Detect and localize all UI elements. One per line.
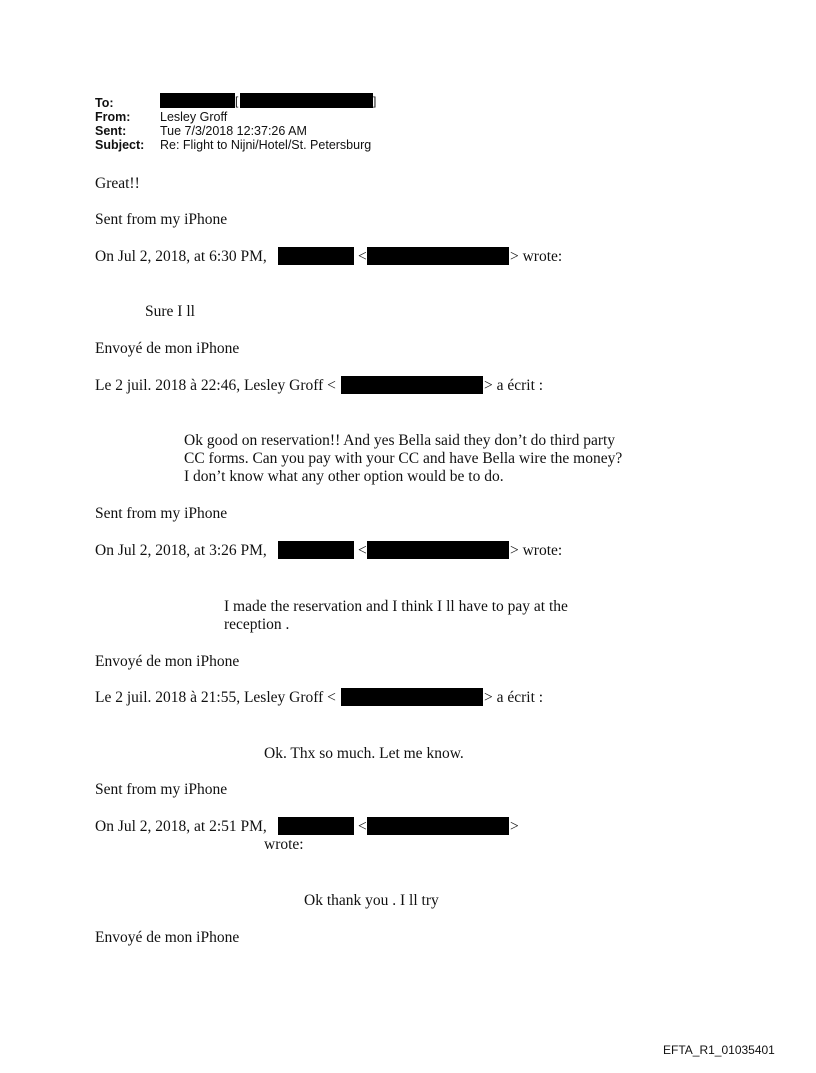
signature: Sent from my iPhone [95, 505, 228, 522]
quote-header: On Jul 2, 2018, at 6:30 PM, [95, 248, 267, 265]
to-label: To: [95, 96, 114, 110]
subject-label: Subject: [95, 138, 145, 152]
quoted-text: I don’t know what any other option would be to do. [184, 468, 504, 485]
quote-header-lt: < [358, 818, 367, 835]
subject-value: Re: Flight to Nijni/Hotel/St. Petersburg [160, 138, 372, 152]
signature: Envoyé de mon iPhone [95, 929, 240, 946]
from-label: From: [95, 110, 131, 124]
redaction-block [367, 541, 509, 559]
quote-header-suffix: > wrote: [510, 248, 563, 265]
quote-header-suffix: > a écrit : [484, 689, 544, 706]
quoted-text: I made the reservation and I think I ll have to pay at the [224, 598, 568, 615]
quote-header: On Jul 2, 2018, at 3:26 PM, [95, 542, 267, 559]
redaction-block [278, 541, 354, 559]
quote-header-gt: > [510, 818, 519, 835]
signature: Sent from my iPhone [95, 781, 228, 798]
quote-header: On Jul 2, 2018, at 2:51 PM, [95, 818, 267, 835]
sent-value: Tue 7/3/2018 12:37:26 AM [160, 124, 307, 138]
redaction-block [367, 817, 509, 835]
redaction-block [278, 817, 354, 835]
from-value: Lesley Groff [160, 110, 228, 124]
bracket-open: [ [235, 94, 239, 108]
message-text: Great!! [95, 175, 140, 192]
quote-header-suffix: > wrote: [510, 542, 563, 559]
redaction-block [341, 376, 483, 394]
quote-header-wrote: wrote: [264, 836, 304, 853]
quote-header-lt: < [358, 248, 367, 265]
quoted-text: Ok thank you . I ll try [304, 892, 439, 909]
quoted-text: Ok. Thx so much. Let me know. [264, 745, 464, 762]
sent-label: Sent: [95, 124, 127, 138]
quoted-text: CC forms. Can you pay with your CC and have Bella wire the money? [184, 450, 623, 467]
quoted-text: reception . [224, 616, 290, 633]
signature: Envoyé de mon iPhone [95, 340, 240, 357]
quote-header-suffix: > a écrit : [484, 377, 544, 394]
quoted-text: Sure I ll [145, 303, 195, 320]
redaction-block [367, 247, 509, 265]
redaction-block [160, 93, 235, 108]
redaction-block [341, 688, 483, 706]
bracket-close: ] [373, 94, 377, 108]
quoted-text: Ok good on reservation!! And yes Bella said they don’t do third party [184, 432, 616, 449]
redaction-block [278, 247, 354, 265]
signature: Envoyé de mon iPhone [95, 653, 240, 670]
quote-header-lt: < [358, 542, 367, 559]
document-id: EFTA_R1_01035401 [663, 1043, 775, 1057]
quote-header: Le 2 juil. 2018 à 21:55, Lesley Groff < [95, 689, 336, 706]
signature: Sent from my iPhone [95, 211, 228, 228]
redaction-block [240, 93, 373, 108]
quote-header: Le 2 juil. 2018 à 22:46, Lesley Groff < [95, 377, 336, 394]
